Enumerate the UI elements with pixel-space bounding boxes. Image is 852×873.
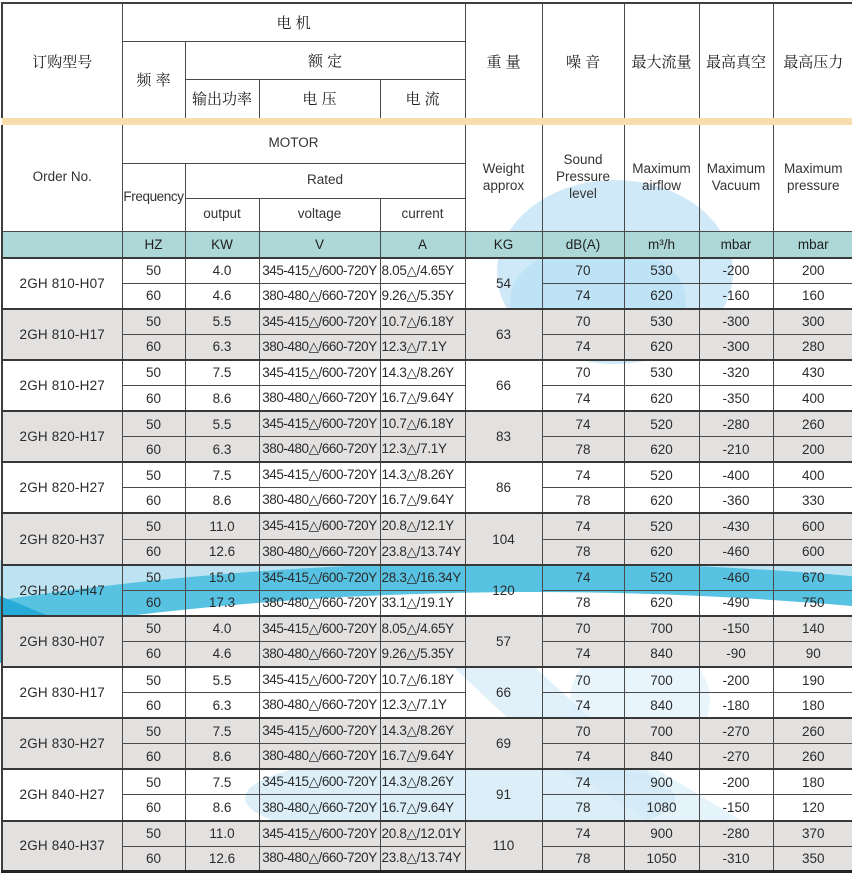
weight-cell: 110 [465,821,542,872]
weight-cell: 69 [465,718,542,769]
frequency-cell: 50 [122,513,185,539]
weight-cell: 66 [465,667,542,718]
voltage-cell: 345-415△/600-720Y [259,258,380,284]
header-weight-en: Weight approx [465,125,542,231]
pressure-cell: 300 [773,309,852,335]
voltage-cell: 380-480△/660-720Y [259,334,380,360]
order-no-cell: 2GH 840-H37 [2,821,122,872]
current-cell: 10.7△/6.18Y [380,309,465,335]
header-pressure-cn: 最高压力 [773,3,852,118]
vacuum-cell: -360 [699,488,773,514]
noise-cell: 74 [542,769,624,795]
current-cell: 8.05△/4.65Y [380,616,465,642]
voltage-cell: 345-415△/600-720Y [259,667,380,693]
current-cell: 14.3△/8.26Y [380,718,465,744]
pressure-cell: 260 [773,744,852,770]
vacuum-cell: -300 [699,309,773,335]
frequency-cell: 60 [122,385,185,411]
noise-cell: 78 [542,539,624,565]
vacuum-cell: -320 [699,360,773,386]
airflow-cell: 900 [624,769,699,795]
noise-cell: 74 [542,334,624,360]
airflow-cell: 620 [624,283,699,309]
voltage-cell: 345-415△/600-720Y [259,360,380,386]
weight-cell: 54 [465,258,542,309]
order-no-cell: 2GH 820-H47 [2,565,122,616]
noise-cell: 78 [542,437,624,463]
pressure-cell: 200 [773,258,852,284]
noise-cell: 74 [542,411,624,437]
frequency-cell: 50 [122,718,185,744]
header-airflow-en: Maximum airflow [624,125,699,231]
output-cell: 5.5 [185,309,259,335]
noise-cell: 74 [542,513,624,539]
vacuum-cell: -150 [699,795,773,821]
frequency-cell: 60 [122,795,185,821]
vacuum-cell: -160 [699,283,773,309]
output-cell: 6.3 [185,693,259,719]
header-vacuum-cn: 最高真空 [699,3,773,118]
frequency-cell: 60 [122,488,185,514]
voltage-cell: 345-415△/600-720Y [259,309,380,335]
frequency-cell: 50 [122,462,185,488]
header-weight-cn: 重 量 [465,3,542,118]
noise-cell: 78 [542,590,624,616]
pressure-cell: 600 [773,513,852,539]
current-cell: 8.05△/4.65Y [380,258,465,284]
pressure-cell: 180 [773,769,852,795]
airflow-cell: 530 [624,360,699,386]
frequency-cell: 50 [122,616,185,642]
pressure-cell: 260 [773,411,852,437]
output-cell: 8.6 [185,385,259,411]
frequency-cell: 50 [122,411,185,437]
vacuum-cell: -460 [699,565,773,591]
airflow-cell: 1080 [624,795,699,821]
airflow-cell: 620 [624,539,699,565]
vacuum-cell: -460 [699,539,773,565]
weight-cell: 57 [465,616,542,667]
noise-cell: 70 [542,258,624,284]
current-cell: 12.3△/7.1Y [380,334,465,360]
output-cell: 11.0 [185,513,259,539]
voltage-cell: 380-480△/660-720Y [259,846,380,872]
pressure-cell: 90 [773,641,852,667]
vacuum-cell: -150 [699,616,773,642]
unit-noise: dB(A) [542,231,624,258]
voltage-cell: 345-415△/600-720Y [259,565,380,591]
header-vacuum-en: Maximum Vacuum [699,125,773,231]
noise-cell: 74 [542,283,624,309]
weight-cell: 104 [465,513,542,564]
vacuum-cell: -430 [699,513,773,539]
airflow-cell: 620 [624,334,699,360]
current-cell: 20.8△/12.1Y [380,513,465,539]
output-cell: 15.0 [185,565,259,591]
weight-cell: 83 [465,411,542,462]
voltage-cell: 380-480△/660-720Y [259,693,380,719]
frequency-cell: 60 [122,693,185,719]
output-cell: 8.6 [185,488,259,514]
airflow-cell: 530 [624,258,699,284]
frequency-cell: 50 [122,565,185,591]
airflow-cell: 700 [624,667,699,693]
vacuum-cell: -200 [699,258,773,284]
order-no-cell: 2GH 810-H17 [2,309,122,360]
pressure-cell: 330 [773,488,852,514]
airflow-cell: 520 [624,513,699,539]
output-cell: 5.5 [185,411,259,437]
airflow-cell: 520 [624,411,699,437]
noise-cell: 78 [542,846,624,872]
voltage-cell: 345-415△/600-720Y [259,462,380,488]
vacuum-cell: -310 [699,846,773,872]
unit-pressure: mbar [773,231,852,258]
order-no-cell: 2GH 810-H27 [2,360,122,411]
order-no-cell: 2GH 820-H27 [2,462,122,513]
voltage-cell: 345-415△/600-720Y [259,821,380,847]
noise-cell: 74 [542,565,624,591]
header-noise-cn: 噪 音 [542,3,624,118]
noise-cell: 78 [542,488,624,514]
noise-cell: 70 [542,309,624,335]
voltage-cell: 380-480△/660-720Y [259,437,380,463]
voltage-cell: 345-415△/600-720Y [259,616,380,642]
noise-cell: 78 [542,795,624,821]
header-airflow-cn: 最大流量 [624,3,699,118]
pressure-cell: 750 [773,590,852,616]
pressure-cell: 280 [773,334,852,360]
frequency-cell: 50 [122,309,185,335]
current-cell: 16.7△/9.64Y [380,385,465,411]
order-no-cell: 2GH 830-H07 [2,616,122,667]
voltage-cell: 380-480△/660-720Y [259,283,380,309]
voltage-cell: 345-415△/600-720Y [259,718,380,744]
pressure-cell: 160 [773,283,852,309]
airflow-cell: 1050 [624,846,699,872]
header-output-en: output [185,198,259,231]
spec-table-body [2,258,852,872]
pressure-cell: 200 [773,437,852,463]
vacuum-cell: -200 [699,769,773,795]
weight-cell: 120 [465,565,542,616]
noise-cell: 74 [542,462,624,488]
current-cell: 9.26△/5.35Y [380,641,465,667]
vacuum-cell: -280 [699,821,773,847]
frequency-cell: 50 [122,667,185,693]
weight-cell: 86 [465,462,542,513]
unit-vacuum: mbar [699,231,773,258]
airflow-cell: 520 [624,462,699,488]
header-frequency-cn: 频 率 [122,41,185,118]
frequency-cell: 60 [122,846,185,872]
frequency-cell: 60 [122,590,185,616]
vacuum-cell: -350 [699,385,773,411]
airflow-cell: 840 [624,744,699,770]
airflow-cell: 620 [624,590,699,616]
output-cell: 4.6 [185,641,259,667]
unit-airflow: m³/h [624,231,699,258]
output-cell: 7.5 [185,769,259,795]
pressure-cell: 400 [773,462,852,488]
current-cell: 14.3△/8.26Y [380,769,465,795]
output-cell: 6.3 [185,334,259,360]
frequency-cell: 50 [122,258,185,284]
pressure-cell: 600 [773,539,852,565]
airflow-cell: 620 [624,385,699,411]
order-no-cell: 2GH 810-H07 [2,258,122,309]
pressure-cell: 350 [773,846,852,872]
voltage-cell: 345-415△/600-720Y [259,769,380,795]
noise-cell: 70 [542,360,624,386]
header-current-cn: 电 流 [380,79,465,118]
voltage-cell: 345-415△/600-720Y [259,411,380,437]
current-cell: 16.7△/9.64Y [380,744,465,770]
current-cell: 20.8△/12.01Y [380,821,465,847]
frequency-cell: 50 [122,821,185,847]
output-cell: 12.6 [185,846,259,872]
pressure-cell: 140 [773,616,852,642]
orange-divider-band [2,118,852,125]
header-rated-cn: 额 定 [185,41,465,79]
output-cell: 4.6 [185,283,259,309]
output-cell: 4.0 [185,258,259,284]
vacuum-cell: -200 [699,667,773,693]
header-motor-en: MOTOR [122,125,465,163]
order-no-cell: 2GH 840-H27 [2,769,122,820]
airflow-cell: 700 [624,718,699,744]
current-cell: 28.3△/16.34Y [380,565,465,591]
voltage-cell: 380-480△/660-720Y [259,488,380,514]
airflow-cell: 620 [624,437,699,463]
airflow-cell: 530 [624,309,699,335]
output-cell: 12.6 [185,539,259,565]
current-cell: 23.8△/13.74Y [380,539,465,565]
unit-order-blank [2,231,122,258]
noise-cell: 74 [542,693,624,719]
voltage-cell: 380-480△/660-720Y [259,641,380,667]
header-voltage-en: voltage [259,198,380,231]
unit-voltage: V [259,231,380,258]
noise-cell: 74 [542,641,624,667]
weight-cell: 91 [465,769,542,820]
header-order-en: Order No. [2,125,122,231]
current-cell: 16.7△/9.64Y [380,488,465,514]
output-cell: 4.0 [185,616,259,642]
noise-cell: 74 [542,821,624,847]
output-cell: 11.0 [185,821,259,847]
current-cell: 12.3△/7.1Y [380,437,465,463]
unit-weight: KG [465,231,542,258]
vacuum-cell: -90 [699,641,773,667]
voltage-cell: 380-480△/660-720Y [259,539,380,565]
vacuum-cell: -300 [699,334,773,360]
header-rated-en: Rated [185,163,465,198]
output-cell: 8.6 [185,744,259,770]
airflow-cell: 700 [624,616,699,642]
output-cell: 7.5 [185,718,259,744]
vacuum-cell: -280 [699,411,773,437]
header-current-en: current [380,198,465,231]
pressure-cell: 180 [773,693,852,719]
order-no-cell: 2GH 820-H17 [2,411,122,462]
vacuum-cell: -210 [699,437,773,463]
pressure-cell: 670 [773,565,852,591]
header-frequency-en: Frequency [122,163,185,231]
vacuum-cell: -270 [699,744,773,770]
voltage-cell: 380-480△/660-720Y [259,795,380,821]
airflow-cell: 840 [624,641,699,667]
pressure-cell: 120 [773,795,852,821]
header-motor-cn: 电 机 [122,3,465,41]
weight-cell: 66 [465,360,542,411]
current-cell: 33.1△/19.1Y [380,590,465,616]
voltage-cell: 380-480△/660-720Y [259,744,380,770]
voltage-cell: 380-480△/660-720Y [259,385,380,411]
order-no-cell: 2GH 830-H17 [2,667,122,718]
noise-cell: 70 [542,667,624,693]
current-cell: 10.7△/6.18Y [380,667,465,693]
output-cell: 17.3 [185,590,259,616]
current-cell: 14.3△/8.26Y [380,462,465,488]
airflow-cell: 520 [624,565,699,591]
noise-cell: 74 [542,385,624,411]
output-cell: 7.5 [185,360,259,386]
order-no-cell: 2GH 830-H27 [2,718,122,769]
vacuum-cell: -180 [699,693,773,719]
pressure-cell: 430 [773,360,852,386]
current-cell: 9.26△/5.35Y [380,283,465,309]
pressure-cell: 400 [773,385,852,411]
airflow-cell: 900 [624,821,699,847]
vacuum-cell: -270 [699,718,773,744]
noise-cell: 70 [542,616,624,642]
voltage-cell: 380-480△/660-720Y [259,590,380,616]
vacuum-cell: -400 [699,462,773,488]
frequency-cell: 60 [122,744,185,770]
current-cell: 23.8△/13.74Y [380,846,465,872]
header-pressure-en: Maximum pressure [773,125,852,231]
unit-output: KW [185,231,259,258]
unit-frequency: HZ [122,231,185,258]
header-order-cn: 订购型号 [2,3,122,118]
output-cell: 7.5 [185,462,259,488]
unit-current: A [380,231,465,258]
airflow-cell: 620 [624,488,699,514]
header-output-cn: 输出功率 [185,79,259,118]
output-cell: 8.6 [185,795,259,821]
current-cell: 16.7△/9.64Y [380,795,465,821]
header-noise-en: Sound Pressure level [542,125,624,231]
output-cell: 6.3 [185,437,259,463]
current-cell: 10.7△/6.18Y [380,411,465,437]
noise-cell: 74 [542,744,624,770]
pressure-cell: 190 [773,667,852,693]
pressure-cell: 260 [773,718,852,744]
current-cell: 12.3△/7.1Y [380,693,465,719]
header-voltage-cn: 电 压 [259,79,380,118]
order-no-cell: 2GH 820-H37 [2,513,122,564]
voltage-cell: 345-415△/600-720Y [259,513,380,539]
pressure-cell: 370 [773,821,852,847]
output-cell: 5.5 [185,667,259,693]
frequency-cell: 60 [122,283,185,309]
spec-table [1,2,852,873]
frequency-cell: 50 [122,360,185,386]
current-cell: 14.3△/8.26Y [380,360,465,386]
noise-cell: 70 [542,718,624,744]
frequency-cell: 60 [122,437,185,463]
frequency-cell: 60 [122,539,185,565]
airflow-cell: 840 [624,693,699,719]
frequency-cell: 50 [122,769,185,795]
frequency-cell: 60 [122,334,185,360]
vacuum-cell: -490 [699,590,773,616]
weight-cell: 63 [465,309,542,360]
frequency-cell: 60 [122,641,185,667]
